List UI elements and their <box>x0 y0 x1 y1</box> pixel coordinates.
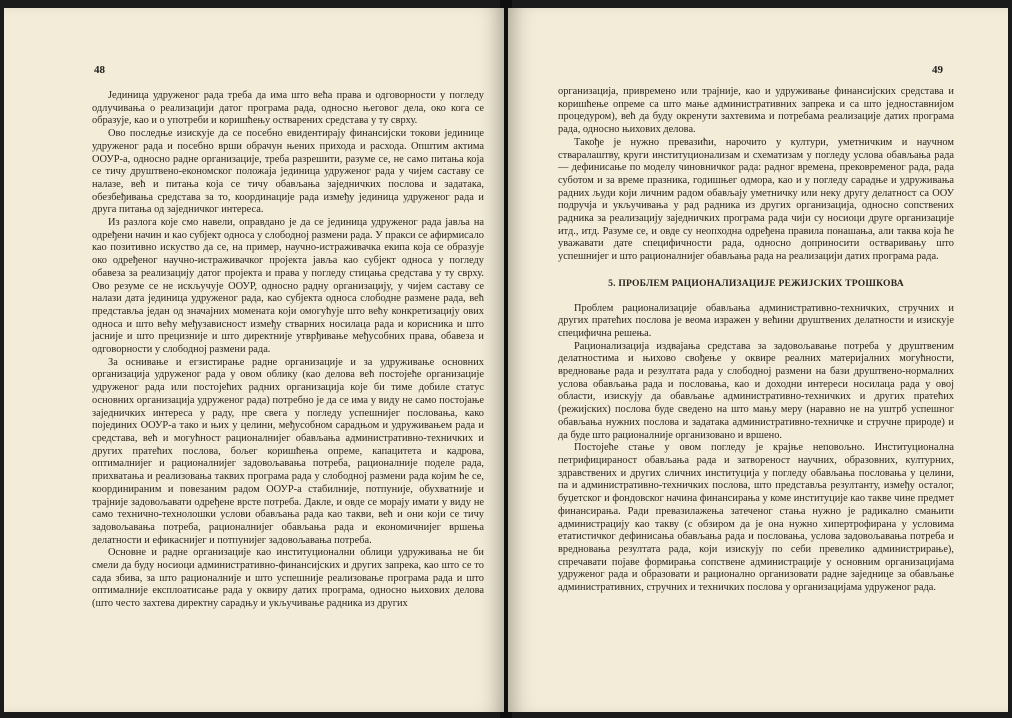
right-page-body <box>558 86 954 595</box>
right-page <box>508 8 1008 712</box>
paragraph: Ово последње изискује да се посебно евидентирају финансијски токови јединице удруженог рада и посебно врши обрачун њених прихода и расхода. Општим актима ООУР-а, односно радне организације, треба разрешити, разуме се, не само питања која се тичу друштвено-економског положаја јединица удруженог рада у чијем саставу се налазе, већ и питања која се тичу обављања заједничких послова и задатака, обезбеђивања средстава за то, координације рада између јединица удруженог рада и друга питања од заједничког интереса. <box>92 128 484 216</box>
paragraph: Из разлога које смо навели, оправдано је да се јединица удруженог рада јавља на одређени начин и као субјект односа у слободној размени рада. У пракси се афирмисало као позитивно искуство да се, на пример, научно-истраживачка екипа која се образује око одређеног научно-истраживачког пројекта јавља као субјект односа у погледу обавеза за реализацију датог пројекта и права у погледу стицања средстава у ту сврху. Ово резуме се не искључује ООУР, односно радну организацију, у чијем саставу се налази дата јединица удруженог рада, као субјекта односа слободне размене рада, већ представља један од значајних момената који омогућује што већу конкретизацију ових односа и што већу међузависност између стварних носилаца рада и корисника и што јасније и што прецизније и што директније утврђивање међусобних права, обавеза и одговорности у слободној размени рада. <box>92 217 484 356</box>
paragraph: Рационализација издвајања средстава за задовољавање потреба у друштвеним делатностима и њихово свођење у оквире реалних материјалних могућности, вредновање рада и резултата рада у слободној размени на бази друштвено-нормалних услова обављања рада и пословања, као и доходни интереси носилаца рада у овој области, изискују да обављање административно-техничких и других пратећих (режијских) послова буде сведено на што мању меру (наравно не на уштрб успешног обављања нужних послова и задатака административно-техничке и стручне природе) и да буде што рационалније организовано и вршено. <box>558 340 954 441</box>
paragraph: организација, привремено или трајније, као и удруживање финансијских средстава и коришћење опреме са што мање административних запрека и са што једноставнијом процедуром), већ да буду окренути захтевима и потребама реализације датих програма рада, односно њихових делова. <box>558 86 954 136</box>
paragraph: Такође је нужно превазићи, нарочито у култури, уметничким и научном стваралаштву, круги институционализам и схематизам у погледу услова обављања рада — дефинисање по моделу чиновничког рада: радног времена, прековременог рада, рада суботом и за време празника, годишњег одмора, као и у погледу сарадње и удруживања радних људи који личним радом обављају уметничку или неку другу делатност са ООУ подручја и укључивања у рад радника из других организација, односно сопствених радника за реализацију заједничких програма рада чији су носиоци друге организације итд., итд. Разуме се, и овде су неопходна одређена правила понашања, али таква која ће уважавати дате специфичности рада, односно доприносити остваривању што успешнијег и што рационалнијег обављања рада на реализацији датих програма рада. <box>558 136 954 263</box>
paragraph: За оснивање и егзистирање радне организације и за удруживање основних организација удруженог рада у овом облику (као делова већ постојеће организације удруженог рада или постојећих радних организација које би тиме добиле статус основних организација удруженог рада) потребно је да се има у виду не само постојање заједничких интереса у раду, пре свега у погледу успешнијег пословања, како појединих ООУР-а тако и њих у целини, међусобном сарадњом и удруживањем рада и средстава, већ и могућност рационалнијег обављања административно-техничких и других пратећих послова, бољег коришћења опреме, капацитета и кадрова, оптималнијег и рационалнијег задовољавања потреба, рационалније поделе рада, прихватања и реализовања таквих програма рада у слободној размени рада којим ће се, координираним и повезаним радом ООУР-а стабилније, потпуније, обухватније и трајније задовољавати одређене врсте потреба. Дакле, и овде се морају имати у виду не само технично-технолошки услови обављања рада као такви, већ и они који се тичу задовољавања потреба, рационалнијег обављања рада и економичнијег вршења делатности и ефикаснијег и потпунијег задовољавања потреба. <box>92 356 484 546</box>
page-number: 49 <box>932 64 943 76</box>
paragraph: Основне и радне организације као институционални облици удруживања не би смели да буду носиоци административно-финансијских и других запрека, као што се то сада збива, за што рационалније и што успешније реализовање програма рада и што оптималније експлоатисање рада у оквиру датих програма, односно њихових делова (што често захтева директну сарадњу и укључивање радника из других <box>92 547 484 610</box>
left-page-body <box>92 90 484 611</box>
page-number: 48 <box>94 64 105 76</box>
paragraph: Јединица удруженог рада треба да има што већа права и одговорности у погледу одлучивања о реализацији датог програма рада, односно његовог дела, око кога се образује, као и о употреби и коришћењу остварених средстава у ту сврху. <box>92 90 484 127</box>
paragraph: Проблем рационализације обављања административно-техничких, стручних и других пратећих послова је веома изражен у већини друштвених делатности и изискује специфична решења. <box>558 302 954 339</box>
left-page <box>4 8 504 712</box>
section-heading: 5. ПРОБЛЕМ РАЦИОНАЛИЗАЦИЈЕ РЕЖИЈСКИХ ТРОШКОВА <box>608 277 904 289</box>
paragraph: Постојеће стање у овом погледу је крајње неповољно. Институционална петрифицираност обављања рада и затвореност научних, образовних, културних, здравствених и других сличних институција у погледу обављања пословања у целини, па и административно-техничких послова, што представља резултанту, између осталог, буџетског и фондовског начина финансирања у коме институције као такве чине предмет финансирања. Ради превазилажења затеченог стања нужно је радикално смањити администрацију као такву (с обзиром да је она нужно хипертрофирана у условима етатистичког дефинисања обављања рада и пословања, услова задовољавања потреба и вредновања резултата рада, који изискују по себи превелико администрирање), спречавати појаве формирања сопствене администрације у основним организацијама удруженог рада и образовати и рационално организовати радне заједнице за обављање административних, стручних и техничких послова у организацијама удруженог рада. <box>558 442 954 594</box>
